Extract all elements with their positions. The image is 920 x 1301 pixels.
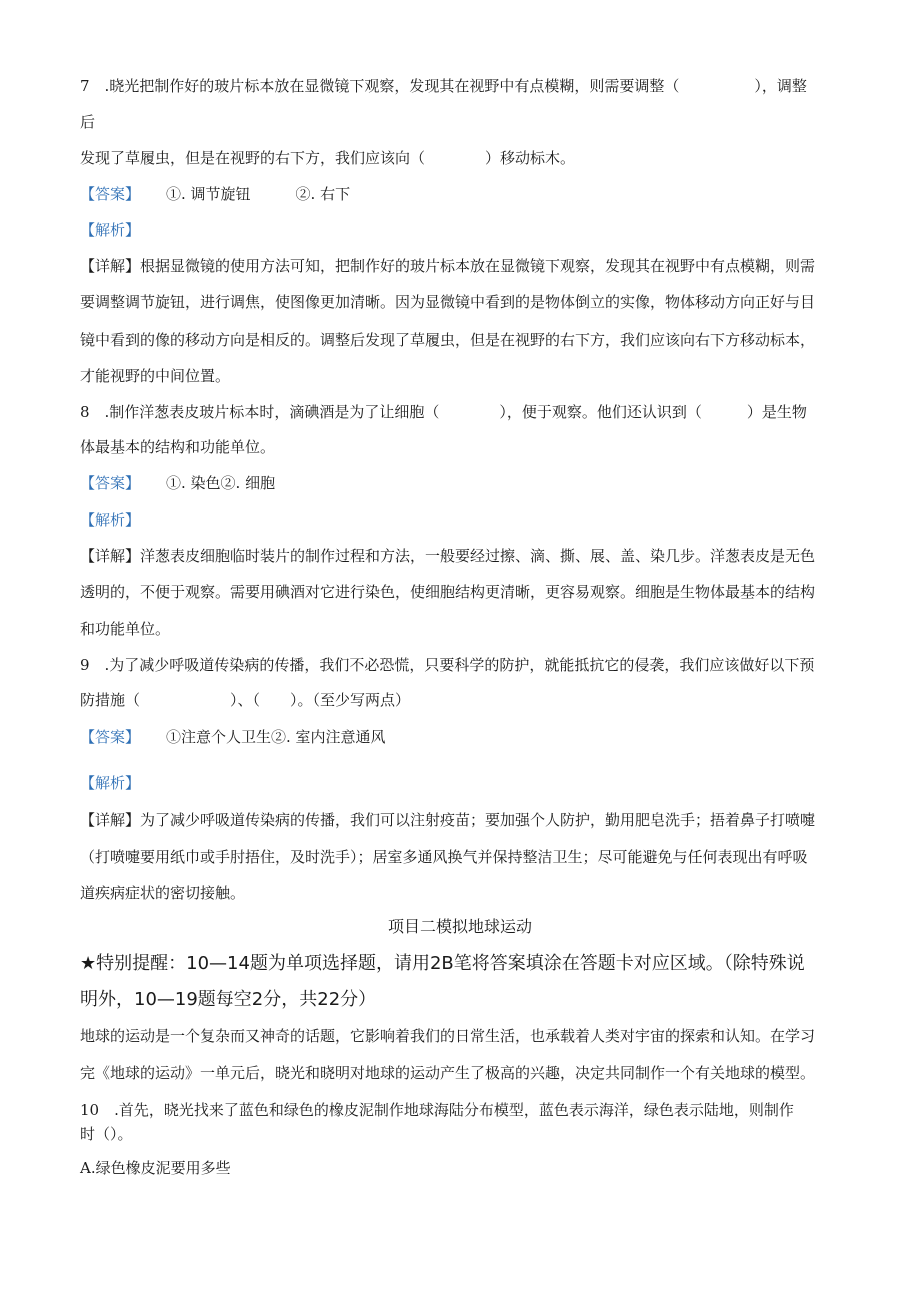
- q7-answer: [80, 184, 840, 204]
- q7-detail-line: 才能视野的中间位置。: [80, 367, 231, 385]
- q7-detail-line: 镜中看到的像的移动方向是相反的。调整后发现了草履虫，但是在视野的右下方，我们应该向右下方移动标本，: [80, 331, 816, 349]
- q8-detail-line: 和功能单位。: [80, 620, 171, 638]
- q9-stem-line2: 防措施（ ）、（ ）。（至少写两点）: [80, 691, 411, 709]
- q8-stem-line2: 体最基本的结构和功能单位。: [80, 438, 276, 456]
- q9-detail-line: 【详解】为了减少呼吸道传染病的传播，我们可以注射疫苗；要加强个人防护，勤用肥皂洗手；捂着鼻子打喷嚏: [80, 811, 816, 829]
- section-title: 项目二模拟地球运动: [387, 917, 532, 936]
- q7-detail-line: 要调整调节旋钮，进行调焦，使图像更加清晰。因为显微镜中看到的是物体倒立的实像，物体移动方向正好与目: [80, 293, 816, 311]
- answer-label: 【答案】: [80, 185, 141, 203]
- answer-label: 【答案】: [80, 728, 141, 746]
- q8-analysis-label: 【解析】: [80, 511, 141, 529]
- q10-option-a: A.绿色橡皮泥要用多些: [80, 1159, 231, 1177]
- q7-detail-line: 【详解】根据显微镜的使用方法可知，把制作好的玻片标本放在显微镜下观察，发现其在视野中有点模糊，则需: [80, 257, 816, 275]
- answer-text: ①注意个人卫生②. 室内注意通风: [166, 728, 386, 746]
- q9-detail-line: （打喷嚏要用纸巾或手肘捂住，及时洗手）；居室多通风换气并保持整洁卫生；尽可能避免与任何表现出有呼吸: [80, 848, 808, 866]
- answer-text: ①. 染色②. 细胞: [166, 474, 276, 492]
- q7-stem-line2: 后: [80, 113, 96, 131]
- q9-detail-line: 道疾病症状的密切接触。: [80, 884, 246, 902]
- q8-stem-line1: 8 .制作洋葱表皮玻片标本时，滴碘酒是为了让细胞（ ），便于观察。他们还认识到（ ）是生物: [80, 403, 807, 421]
- q7-stem-line3: 发现了草履虫，但是在视野的右下方，我们应该向（ ）移动标木。: [80, 149, 576, 167]
- section-notice-line2: 明外，10—19题每空2分，共22分）: [80, 989, 377, 1010]
- q7-analysis-label: 【解析】: [80, 221, 141, 239]
- answer-label: 【答案】: [80, 474, 141, 492]
- q9-answer: [80, 727, 840, 747]
- section-intro-line: 完《地球的运动》一单元后，晓光和晓明对地球的运动产生了极高的兴趣，决定共同制作一个有关地球的模型。: [80, 1064, 816, 1082]
- answer-text: ①. 调节旋钮 ②. 右下: [166, 185, 351, 203]
- q9-analysis-label: 【解析】: [80, 774, 141, 792]
- q8-answer: [80, 473, 840, 493]
- q8-detail-line: 透明的，不便于观察。需要用碘酒对它进行染色，使细胞结构更清晰，更容易观察。细胞是生物体最基本的结构: [80, 583, 816, 601]
- q7-stem-line1: 7 .晓光把制作好的玻片标本放在显微镜下观察，发现其在视野中有点模糊，则需要调整（ ），调整: [80, 77, 807, 95]
- q8-detail-line: 【详解】洋葱表皮细胞临时装片的制作过程和方法，一般要经过擦、滴、撕、展、盖、染几步。洋葱表皮是无色: [80, 547, 816, 565]
- section-notice-line1: ★特别提醒：10—14题为单项选择题，请用2B笔将答案填涂在答题卡对应区域。（除特殊说: [80, 953, 805, 974]
- q9-stem-line1: 9 .为了减少呼吸道传染病的传播，我们不必恐慌，只要科学的防护，就能抵抗它的侵袭，我们应该做好以下预: [80, 656, 815, 674]
- q10-stem-line1: 10 .首先，晓光找来了蓝色和绿色的橡皮泥制作地球海陆分布模型，蓝色表示海洋，绿色表示陆地，则制作: [80, 1101, 794, 1119]
- q10-stem-line2: 时（）。: [80, 1125, 133, 1143]
- section-intro-line: 地球的运动是一个复杂而又神奇的话题，它影响着我们的日常生活，也承载着人类对宇宙的探索和认知。在学习: [80, 1027, 816, 1045]
